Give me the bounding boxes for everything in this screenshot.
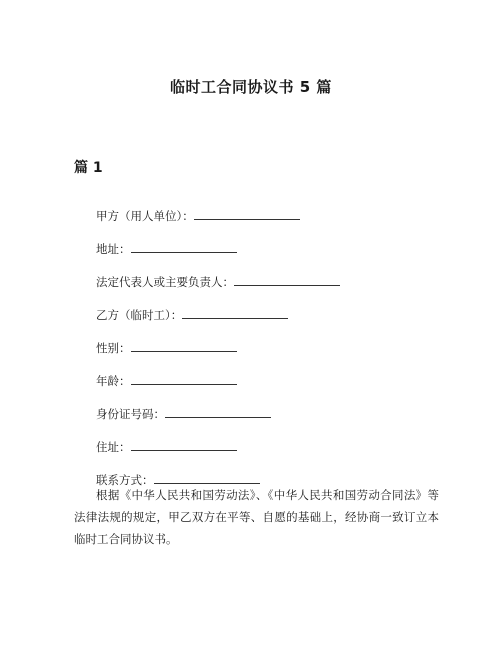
fill-in-blank: [131, 240, 237, 253]
field-label: 住址：: [96, 440, 131, 454]
field-temporary-worker: [96, 304, 456, 337]
fill-in-blank: [154, 471, 260, 484]
field-worker-address: [96, 436, 456, 469]
fill-in-blank: [182, 306, 288, 319]
field-label: 联系方式：: [96, 473, 154, 487]
field-gender: [96, 337, 456, 370]
fill-in-blank: [234, 273, 340, 286]
fill-in-blank: [165, 405, 271, 418]
field-label: 地址：: [96, 242, 131, 256]
field-legal-representative: [96, 271, 456, 304]
field-label: 甲方（用人单位）：: [96, 209, 194, 223]
fill-in-blank: [194, 207, 300, 220]
field-label: 乙方（临时工）：: [96, 308, 183, 322]
field-id-number: [96, 403, 456, 436]
party-fields-list: [96, 205, 456, 502]
document-title: 临时工合同协议书 5 篇: [170, 78, 332, 96]
fill-in-blank: [131, 339, 237, 352]
field-age: [96, 370, 456, 403]
intro-paragraph: 根据《中华人民共和国劳动法》、《中华人民共和国劳动合同法》等法律法规的规定，甲乙双方在平等、自愿的基础上，经协商一致订立本临时工合同协议书。: [74, 488, 439, 546]
section-heading: 篇 1: [74, 160, 103, 176]
field-label: 身份证号码：: [96, 407, 165, 421]
field-label: 法定代表人或主要负责人：: [96, 275, 234, 289]
field-employer-address: [96, 238, 456, 271]
fill-in-blank: [131, 438, 237, 451]
fill-in-blank: [131, 372, 237, 385]
field-label: 年龄：: [96, 374, 131, 388]
field-employer: [96, 205, 456, 238]
field-label: 性别：: [96, 341, 131, 355]
